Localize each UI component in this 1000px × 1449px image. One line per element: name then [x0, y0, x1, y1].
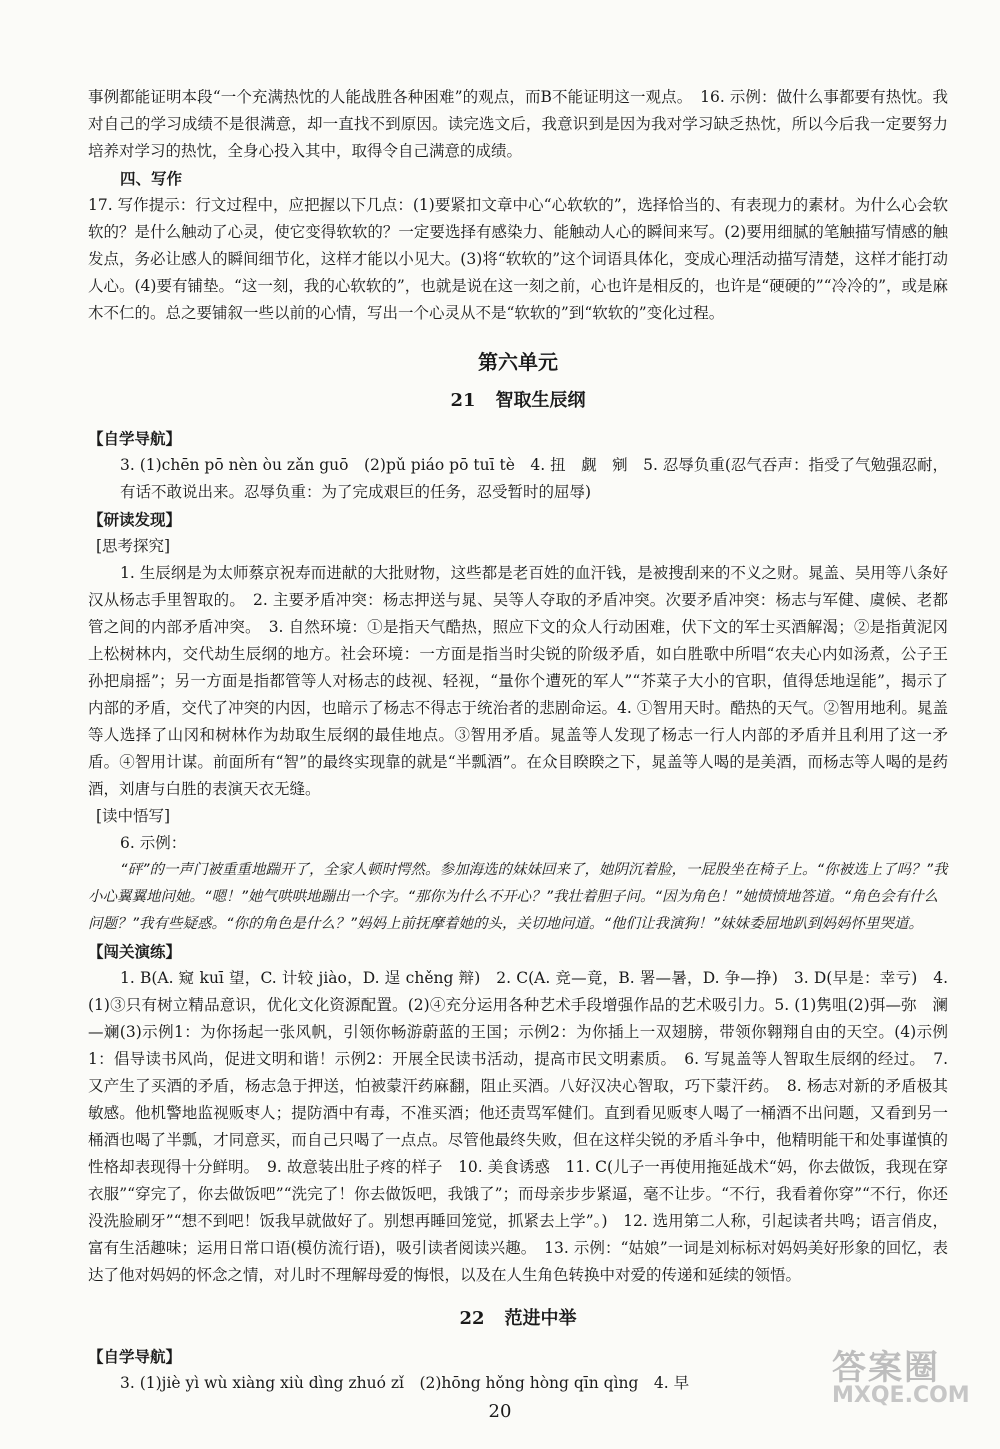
zixue-answers: 3. (1)chēn pō nèn òu zǎn guō (2)pǔ piáo pō tuī tè 4. 扭 觑 剜 5. 忍辱负重(忍气吞声：指受了气勉强忍耐，有话不敢说出来。忍辱负重：为了完成艰巨的任务，忍受暂时的屈辱) [120, 456, 948, 501]
section-heading-writing: 四、写作 [120, 169, 183, 188]
lesson-title-21 [88, 385, 948, 417]
page-content [88, 84, 948, 1397]
lesson-number: 21 [450, 390, 476, 411]
section-tag-zixue-22: 【自学导航】 [88, 1347, 182, 1366]
sikao-answers: 1. 生辰纲是为太师蔡京祝寿而进献的大批财物，这些都是老百姓的血汗钱，是被搜刮来的不义之财。晁盖、吴用等八条好汉从杨志手里智取的。 2. 主要矛盾冲突：杨志押送与晁、吴等人夺取的矛盾冲突。次要矛盾冲突：杨志与军健、虞候、老都管之间的内部矛盾冲突。 3. 自然环境：①是指天气酷热，照应下文的众人行动困难，伏下文的军士买酒解渴；②是指黄泥冈上松树林内，交代劫生辰纲的地方。社会环境：一方面是指当时尖锐的阶级矛盾，如白胜歌中所唱“农夫心内如汤煮，公子王孙把扇摇”；另一方面是指都管等人对杨志的歧视、轻视，“量你个遭死的军人”“芥菜子大小的官职，值得恁地逞能”，揭示了内部的矛盾，交代了冲突的内因，也暗示了杨志不得志于统治者的悲剧命运。4. ①智用天时。酷热的天气。②智用地利。晁盖等人选择了山冈和树林作为劫取生辰纲的最佳地点。③智用矛盾。晁盖等人发现了杨志一行人内部的矛盾并且利用了这一矛盾。④智用计谋。前面所有“智”的最终实现靠的就是“半瓢酒”。在众目睽睽之下，晁盖等人喝的是美酒，而杨志等人喝的是药酒，刘唐与白胜的表演天衣无缝。 [88, 564, 948, 798]
unit-title: 第六单元 [478, 350, 558, 374]
zixue-answers-22: 3. (1)jiè yì wù xiàng xiù dìng zhuó zǐ (2)hōng hǒng hòng qīn qìng 4. 早 [120, 1374, 690, 1392]
section-tag-zixue: 【自学导航】 [88, 429, 182, 448]
chuangguan-answers: 1. B(A. 窥 kuī 望，C. 计较 jiào，D. 逞 chěng 辩) 2. C(A. 竞—竟，B. 署—暑，D. 争—挣) 3. D(早是：幸亏) 4. (1)③只有树立精品意识，优化文化资源配置。(2)④充分运用各种艺术手段增强作品的艺术吸引力。5. (1)隽咀(2)弭—弥 澜—斓(3)示例1：为你扬起一张风帆，引领你畅游蔚蓝的王国；示例2：为你插上一双翅膀，带领你翱翔自由的天空。(4)示例1：倡导读书风尚，促进文明和谐！示例2：开展全民读书活动，提高市民文明素质。 6. 写晁盖等人智取生辰纲的经过。 7. 又产生了买酒的矛盾，杨志急于押送，怕被蒙汗药麻翻，阻止买酒。八好汉决心智取，巧下蒙汗药。 8. 杨志对新的矛盾极其敏感。他机警地监视贩枣人；提防酒中有毒，不准买酒；他还责骂军健们。直到看见贩枣人喝了一桶酒不出问题，又看到另一桶酒也喝了半瓢，才同意买，而自己只喝了一点点。尽管他最终失败，但在这样尖锐的矛盾斗争中，他精明能干和处事谨慎的性格却表现得十分鲜明。 9. 故意装出肚子疼的样子 10. 美食诱惑 11. C(儿子一再使用拖延战术“妈，你去做饭，我现在穿衣服”“穿完了，你去做饭吧”“洗完了！你去做饭吧，我饿了”；而母亲步步紧逼，毫不让步。“不行，我看着你穿”“不行，你还没洗脸刷牙”“想不到吧！饭我早就做好了。别想再睡回笼觉，抓紧去上学”。) 12. 选用第二人称，引起读者共鸣；语言俏皮，富有生活趣味；运用日常口语(模仿流行语)，吸引读者阅读兴趣。 13. 示例：“姑娘”一词是刘标标对妈妈美好形象的回忆，表达了他对妈妈的怀念之情，对儿时不理解母爱的悔恨，以及在人生角色转换中对爱的传递和延续的领悟。 [88, 969, 948, 1284]
site-watermark [832, 1348, 982, 1435]
watermark-logo-text: 答案圈 [832, 1348, 940, 1388]
lesson-title-22 [88, 1303, 948, 1335]
subsection-tag-duzhong: [读中悟写] [96, 807, 171, 825]
page-number: 20 [488, 1401, 512, 1422]
watermark-url: MXQE.COM [832, 1383, 970, 1408]
paragraph-writing-tips: 17. 写作提示：行文过程中，应把握以下几点：(1)要紧扣文章中心“心软软的”，选择恰当的、有表现力的素材。为什么心会软软的？是什么触动了心灵，使它变得软软的？一定要选择有感染力、能触动人心的瞬间来写。(2)要用细腻的笔触描写情感的触发点，务必让感人的瞬间细节化，这样才能以小见大。(3)将“软软的”这个词语具体化，变成心理活动描写清楚，这样才能打动人心。(4)要有铺垫。“这一刻，我的心软软的”，也就是说在这一刻之前，心也许是相反的，也许是“硬硬的”“冷冷的”，或是麻木不仁的。总之要铺叙一些以前的心情，写出一个心灵从不是“软软的”到“软软的”变化过程。 [88, 196, 949, 322]
duzhong-label: 6. 示例： [120, 834, 187, 852]
lesson-name: 智取生辰纲 [495, 390, 586, 411]
lesson-number: 22 [459, 1308, 485, 1329]
paragraph-continued-answer: 事例都能证明本段“一个充满热忱的人能战胜各种困难”的观点，而B不能证明这一观点。 16. 示例：做什么事都要有热忱。我对自己的学习成绩不是很满意，却一直找不到原因。读完选文后，我意识到是因为我对学习缺乏热忱，所以今后我一定要努力培养对学习的热忱，全身心投入其中，取得令自己满意的成绩。 [88, 88, 948, 160]
example-story: “砰”的一声门被重重地踹开了，全家人顿时愕然。参加海选的妹妹回来了，她阴沉着脸，一屁股坐在椅子上。“你被选上了吗？”我小心翼翼地问她。“嗯！”她气哄哄地蹦出一个字。“那你为什么不开心？”我壮着胆子问。“因为角色！”她愤愤地答道。“角色会有什么问题？”我有些疑惑。“你的角色是什么？”妈妈上前抚摩着她的头，关切地问道。“他们让我演狗！”妹妹委屈地趴到妈妈怀里哭道。 [88, 862, 948, 932]
section-tag-chuangguan: 【闯关演练】 [88, 942, 182, 961]
section-tag-yandu: 【研读发现】 [88, 510, 182, 529]
subsection-tag-sikao: [思考探究] [96, 537, 171, 555]
lesson-name: 范进中举 [504, 1308, 577, 1329]
